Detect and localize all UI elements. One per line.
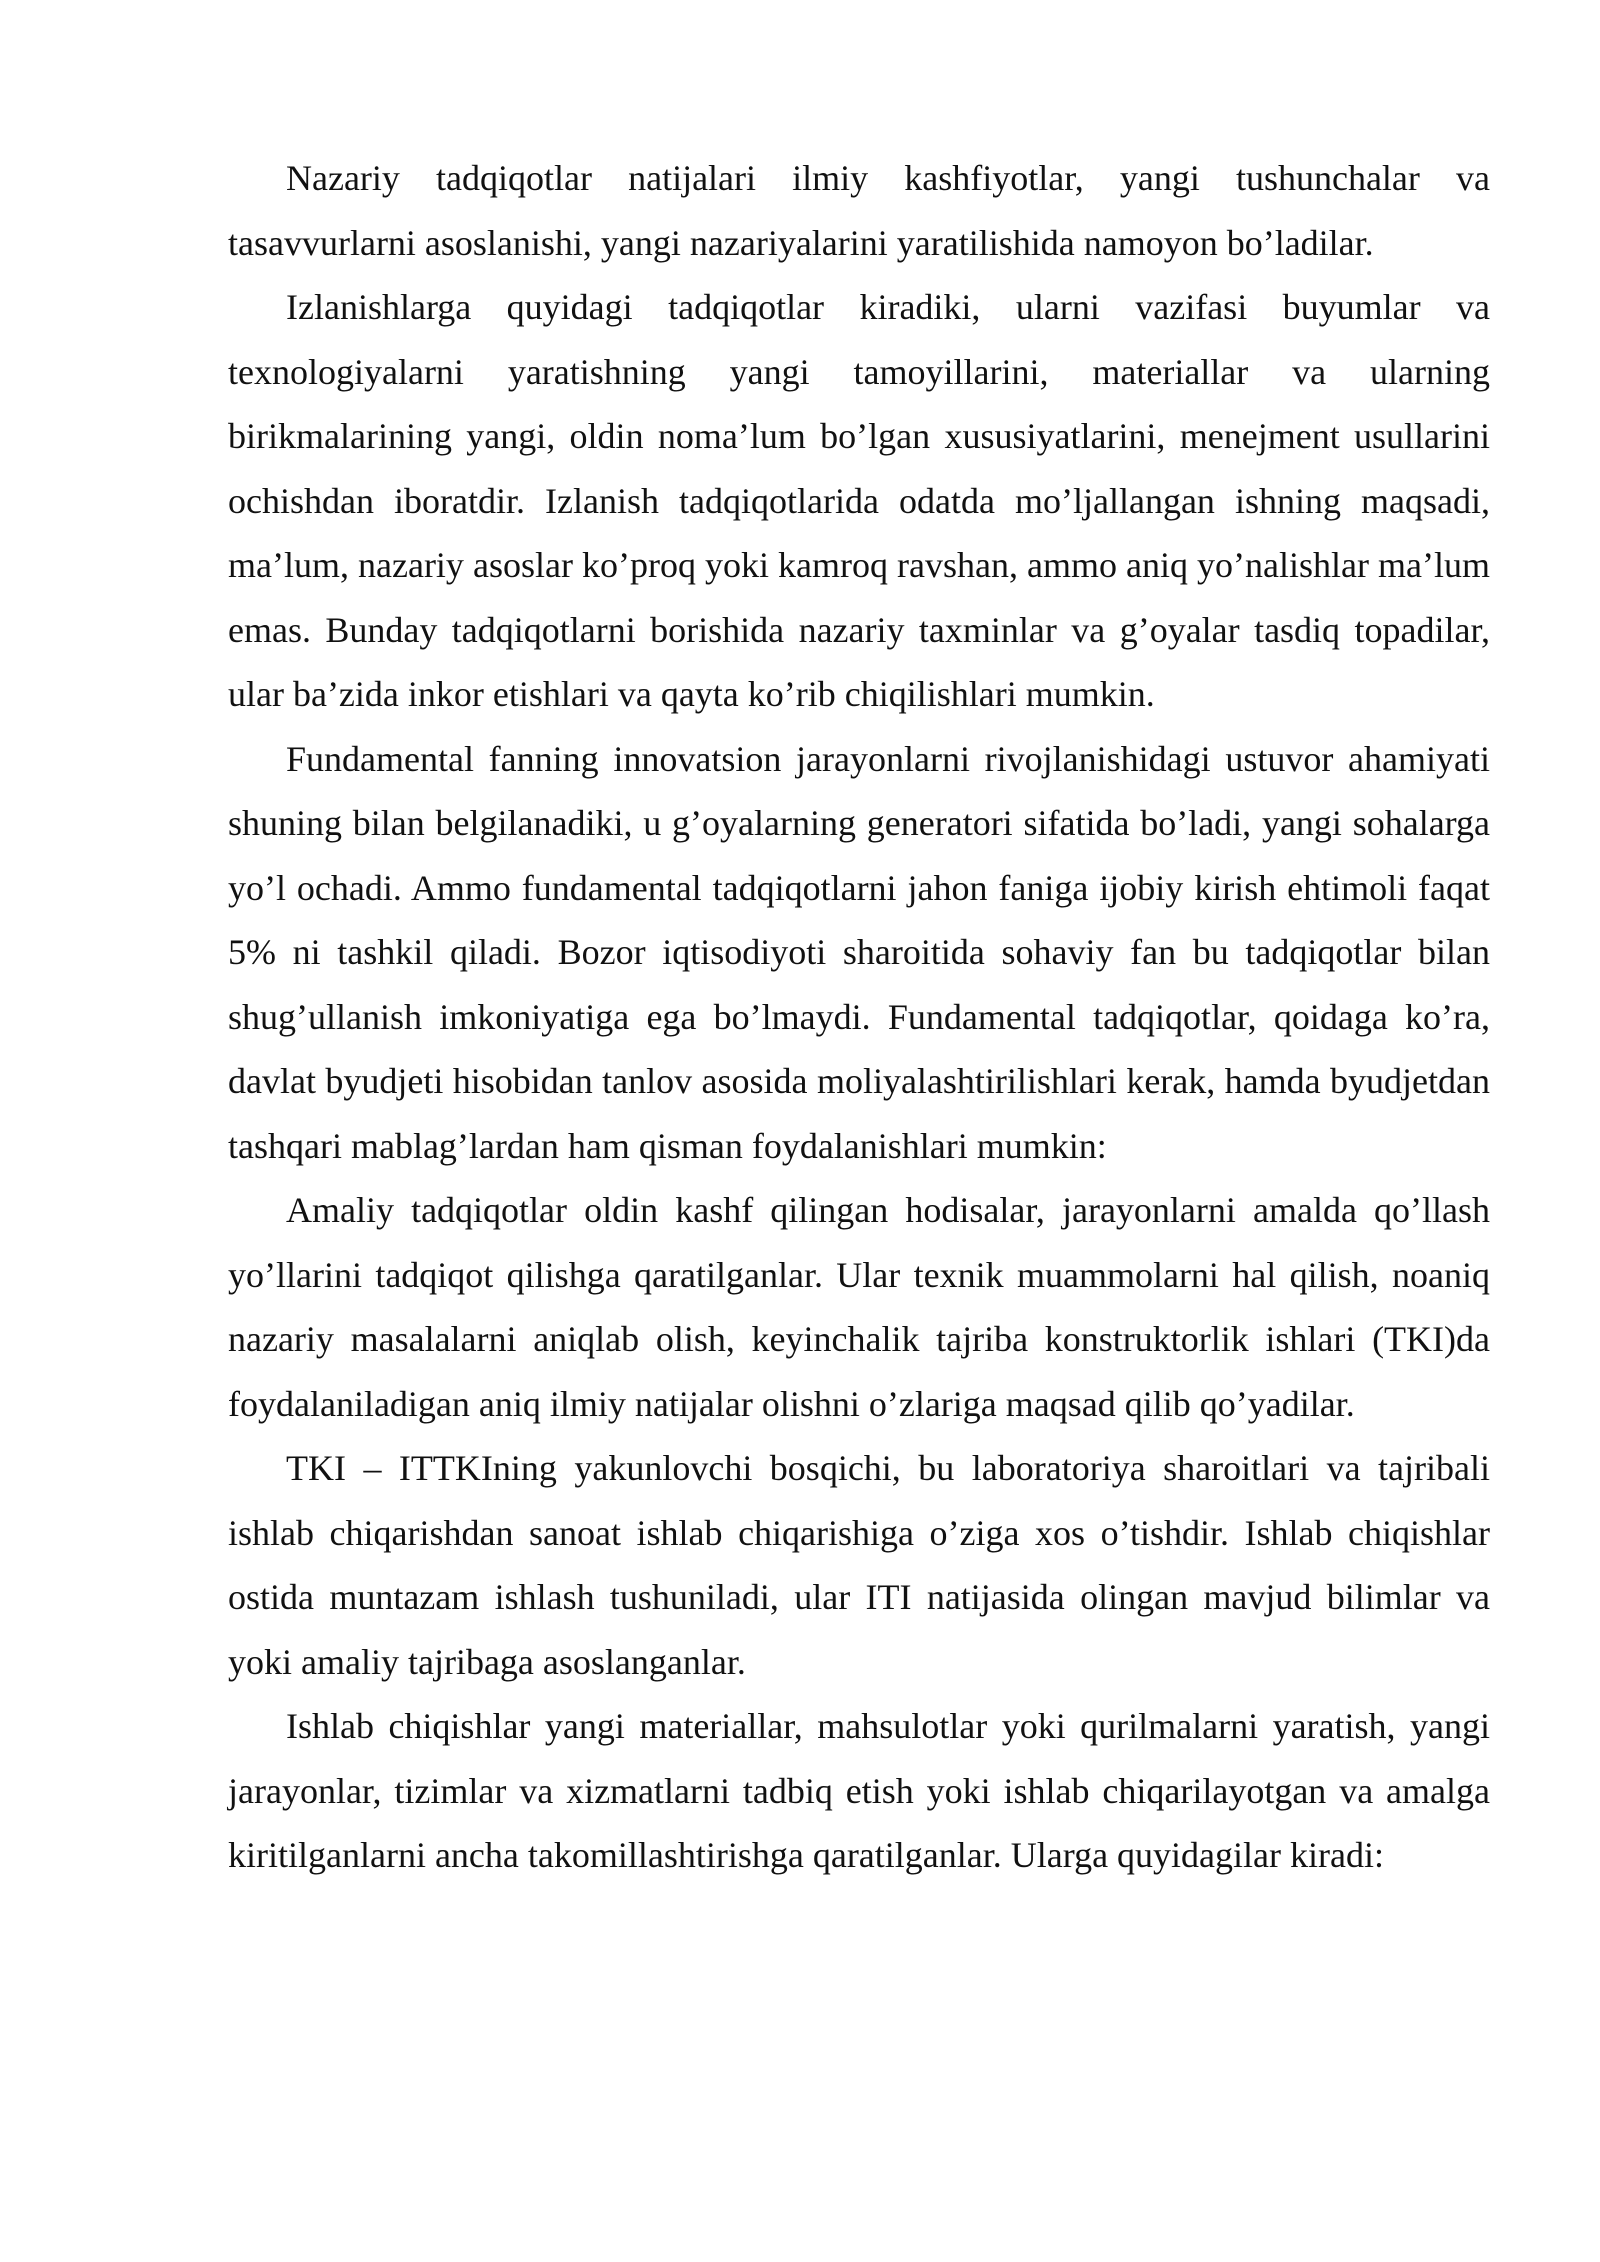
document-body — [228, 146, 1490, 1888]
paragraph-theoretical-research: Nazariy tadqiqotlar natijalari ilmiy kashfiyotlar, yangi tushunchalar va tasavvurlarni asoslanishi, yangi nazariyalarini yaratilishida namoyon bo’ladilar. — [228, 158, 1490, 263]
paragraph-exploratory-research: Izlanishlarga quyidagi tadqiqotlar kiradiki, ularni vazifasi buyumlar va texnologiyalarni yaratishning yangi tamoyillarini, materiallar va ularning birikmalarining yangi, oldin noma’lum bo’lgan xususiyatlarini, menejment usullarini ochishdan iboratdir. Izlanish tadqiqotlarida odatda mo’ljallangan ishning maqsadi, ma’lum, nazariy asoslar ko’proq yoki kamroq ravshan, ammo aniq yo’nalishlar ma’lum emas. Bunday tadqiqotlarni borishida nazariy taxminlar va g’oyalar tasdiq topadilar, ular ba’zida inkor etishlari va qayta ko’rib chiqilishlari mumkin. — [228, 287, 1490, 714]
paragraph-developments: Ishlab chiqishlar yangi materiallar, mahsulotlar yoki qurilmalarni yaratish, yangi jarayonlar, tizimlar va xizmatlarni tadbiq etish yoki ishlab chiqarilayotgan va amalga kiritilganlarni ancha takomillashtirishga qaratilganlar. Ularga quyidagilar kiradi: — [228, 1706, 1490, 1875]
paragraph-fundamental-science: Fundamental fanning innovatsion jarayonlarni rivojlanishidagi ustuvor ahamiyati shuning bilan belgilanadiki, u g’oyalarning generatori sifatida bo’ladi, yangi sohalarga yo’l ochadi. Ammo fundamental tadqiqotlarni jahon faniga ijobiy kirish ehtimoli faqat 5% ni tashkil qiladi. Bozor iqtisodiyoti sharoitida sohaviy fan bu tadqiqotlar bilan shug’ullanish imkoniyatiga ega bo’lmaydi. Fundamental tadqiqotlar, qoidaga ko’ra, davlat byudjeti hisobidan tanlov asosida moliyalashtirilishlari kerak, hamda byudjetdan tashqari mablag’lardan ham qisman foydalanishlari mumkin: — [228, 738, 1490, 1166]
paragraph-tki-stage: TKI – ITTKIning yakunlovchi bosqichi, bu laboratoriya sharoitlari va tajribali ishlab chiqarishdan sanoat ishlab chiqarishiga o’ziga xos o’tishdir. Ishlab chiqishlar ostida muntazam ishlash tushuniladi, ular ITI natijasida olingan mavjud bilimlar va yoki amaliy tajribaga asoslanganlar. — [228, 1448, 1490, 1682]
paragraph-applied-research: Amaliy tadqiqotlar oldin kashf qilingan hodisalar, jarayonlarni amalda qo’llash yo’llarini tadqiqot qilishga qaratilganlar. Ular texnik muammolarni hal qilish, noaniq nazariy masalalarni aniqlab olish, keyinchalik tajriba konstruktorlik ishlari (TKI)da foydalaniladigan aniq ilmiy natijalar olishni o’zlariga maqsad qilib qo’yadilar. — [228, 1190, 1490, 1424]
